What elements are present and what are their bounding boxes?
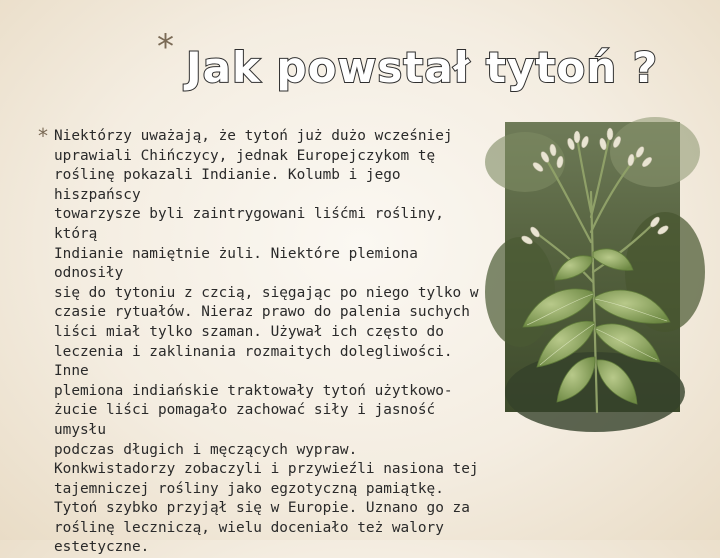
title-bullet: * [157, 27, 174, 67]
body-paragraph: Niektórzy uważają, że tytoń już dużo wcześniej uprawiali Chińczycy, jednak Europejczykom tę roślinę pokazali Indianie. Kolumb i jego hiszpańscy towarzysze byli zaintrygowani liśćmi rośliny, którą Indianie namiętnie żuli. Niektóre plemiona odnosiły się do tytoniu z czcią, sięgając po niego tylko w czasie rytuałów. Nieraz prawo do palenia suchych liści miał tylko szaman. Używał ich często do leczenia i zaklinania rozmaitych dolegliwości. Inne plemiona indiańskie traktowały tytoń użytkowo- żucie liści pomagało zachować siły i jasność umysłu podczas długich i męczących wypraw. Konkwistadorzy zobaczyli i przywieźli nasiona tej tajemniczej rośliny jako egzotyczną pamiątkę. Tytoń szybko przyjął się w Europie. Uznano go za roślinę leczniczą, wielu doceniało też walory estetyczne. [54, 128, 479, 556]
body-bullet: * [38, 124, 48, 148]
slide-title: Jak powstał tytoń ? [186, 43, 659, 92]
tobacco-plant-photo [505, 122, 680, 412]
